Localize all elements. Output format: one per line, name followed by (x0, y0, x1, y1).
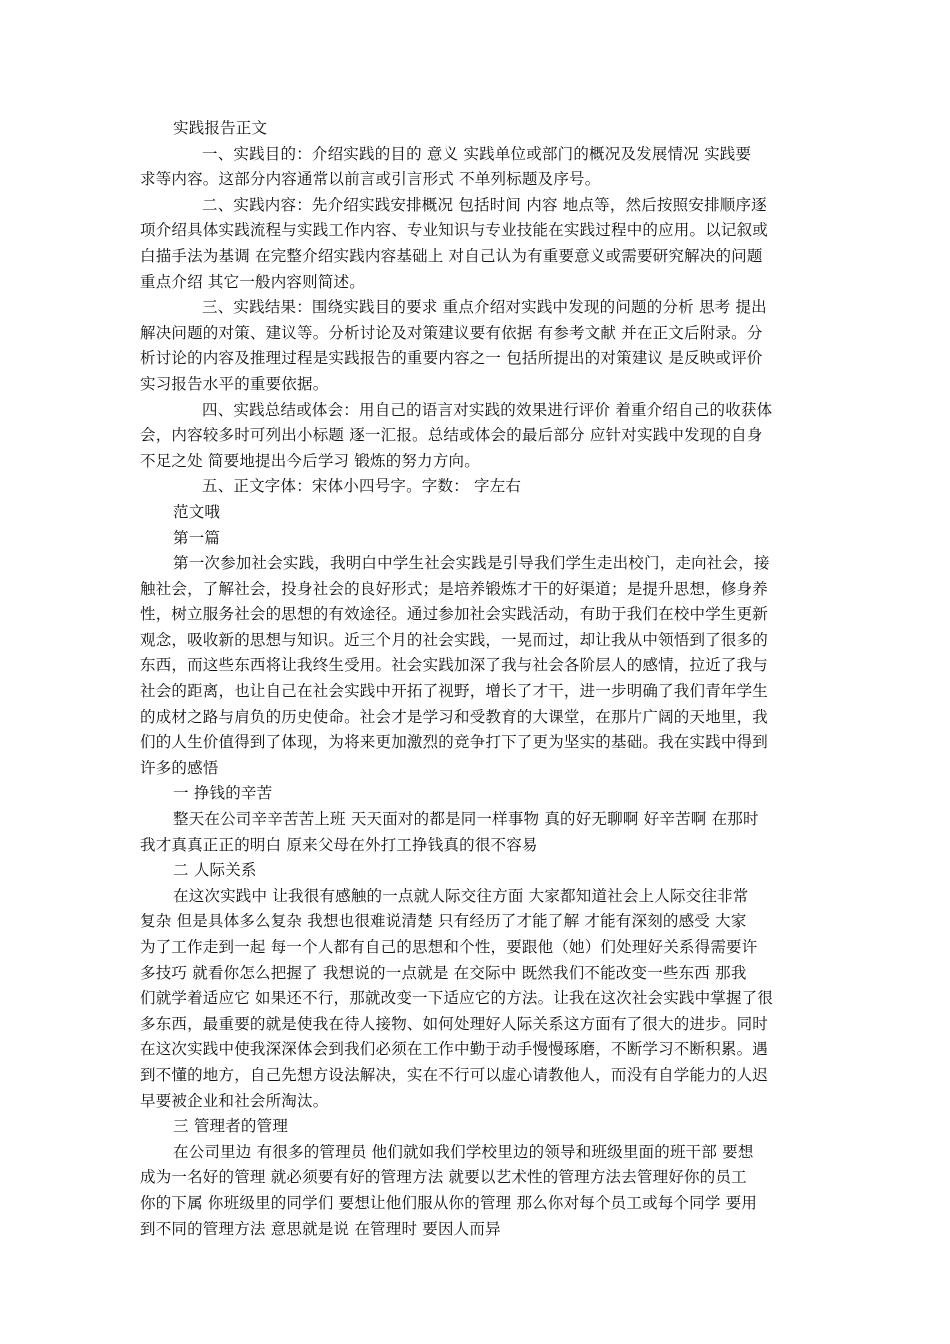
section3-line: 实习报告水平的重要依据。 (140, 374, 329, 393)
section3-line: 解决问题的对策、建议等。分析讨论及对策建议要有依据 有参考文献 并在正文后附录。分 (140, 323, 763, 342)
section4-line: 会，内容较多时可列出小标题 逐一汇报。总结或体会的最后部分 应针对实践中发现的自身 (140, 426, 763, 445)
subsection-title: 一 挣钱的辛苦 (173, 784, 273, 803)
sample-label: 范文哦 (173, 502, 221, 521)
section3-line: 析讨论的内容及推理过程是实践报告的重要内容之一 包括所提出的对策建议 是反映或评价 (140, 349, 763, 368)
sub2-line: 们就学着适应它 如果还不行，那就改变一下适应它的方法。让我在这次社会实践中掌握了很 (140, 989, 774, 1008)
sub2-line: 在这次实践中使我深深体会到我们必须在工作中勤于动手慢慢琢磨，不断学习不断积累。遇 (140, 1040, 769, 1059)
intro-line: 观念，吸收新的思想与知识。近三个月的社会实践，一晃而过，却让我从中领悟到了很多的 (140, 630, 769, 649)
intro-line: 许多的感悟 (140, 758, 219, 777)
section2-line: 项介绍具体实践流程与实践工作内容、专业知识与专业技能在实践过程中的应用。以记叙或 (140, 221, 769, 240)
sub2-line: 复杂 但是具体多么复杂 我想也很难说清楚 只有经历了才能了解 才能有深刻的感受 大家 (140, 912, 747, 931)
section1-line: 一、实践目的：介绍实践的目的 意义 实践单位或部门的概况及发展情况 实践要 (202, 144, 752, 163)
sub1-line: 整天在公司辛辛苦苦上班 天天面对的都是同一样事物 真的好无聊啊 好辛苦啊 在那时 (173, 810, 759, 829)
sub2-line: 在这次实践中 让我很有感触的一点就人际交往方面 大家都知道社会上人际交往非常 (173, 886, 749, 905)
sub2-line: 早要被企业和社会所淘汰。 (140, 1091, 329, 1110)
sub3-line: 在公司里边 有很多的管理员 他们就如我们学校里边的领导和班级里面的班干部 要想 (173, 1142, 754, 1161)
subsection-title: 二 人际关系 (173, 861, 257, 880)
section4-line: 不足之处 简要地提出今后学习 锻炼的努力方向。 (140, 451, 480, 470)
sub2-line: 为了工作走到一起 每一个人都有自己的思想和个性，要跟他（她）们处理好关系得需要许 (140, 938, 758, 956)
part-label: 第一篇 (173, 528, 221, 547)
sub3-line: 你的下属 你班级里的同学们 要想让他们服从你的管理 那么你对每个员工或每个同学 要用 (140, 1193, 758, 1212)
sub1-line: 我才真真正正的明白 原来父母在外打工挣钱真的很不容易 (140, 835, 538, 854)
section5-line: 五、正文字体：宋体小四号字。字数： 字左右 (202, 477, 522, 496)
intro-line: 第一次参加社会实践，我明白中学生社会实践是引导我们学生走出校门，走向社会，接 (173, 554, 770, 573)
intro-line: 东西，而这些东西将让我终生受用。社会实践加深了我与社会各阶层人的感情，拉近了我与 (140, 656, 769, 675)
report-heading: 实践报告正文 (173, 119, 268, 137)
section2-line: 白描手法为基调 在完整介绍实践内容基础上 对自己认为有重要意义或需要研究解决的问题 (140, 246, 763, 265)
sub3-line: 到不同的管理方法 意思就是说 在管理时 要因人而异 (140, 1219, 501, 1238)
intro-line: 们的人生价值得到了体现，为将来更加激烈的竞争打下了更为坚实的基础。我在实践中得到 (140, 733, 769, 752)
document-body (140, 116, 820, 1242)
sub2-line: 多东西，最重要的就是使我在待人接物、如何处理好人际关系这方面有了很大的进步。同时 (140, 1014, 769, 1033)
subsection-title: 三 管理者的管理 (173, 1117, 289, 1136)
section4-line: 四、实践总结或体会：用自己的语言对实践的效果进行评价 着重介绍自己的收获体 (202, 400, 773, 419)
intro-line: 性，树立服务社会的思想的有效途径。通过参加社会实践活动，有助于我们在校中学生更新 (140, 605, 769, 624)
section3-line: 三、实践结果：围绕实践目的要求 重点介绍对实践中发现的问题的分析 思考 提出 (202, 298, 767, 317)
intro-line: 的成材之路与肩负的历史使命。社会才是学习和受教育的大课堂，在那片广阔的天地里，我 (140, 707, 769, 726)
section2-line: 二、实践内容：先介绍实践安排概况 包括时间 内容 地点等，然后按照安排顺序逐 (202, 195, 767, 214)
section2-line: 重点介绍 其它一般内容则简述。 (140, 272, 365, 291)
intro-line: 社会的距离，也让自己在社会实践中开拓了视野，增长了才干，进一步明确了我们青年学生 (140, 682, 769, 701)
sub2-line: 多技巧 就看你怎么把握了 我想说的一点就是 在交际中 既然我们不能改变一些东西 那我 (140, 963, 747, 982)
sub2-line: 到不懂的地方，自己先想方设法解决，实在不行可以虚心请教他人，而没有自学能力的人迟 (140, 1065, 769, 1084)
intro-line: 触社会，了解社会，投身社会的良好形式；是培养锻炼才干的好渠道；是提升思想，修身养 (140, 579, 769, 598)
section1-line: 求等内容。这部分内容通常以前言或引言形式 不单列标题及序号。 (140, 170, 601, 189)
sub3-line: 成为一名好的管理 就必须要有好的管理方法 就要以艺术性的管理方法去管理好你的员工 (140, 1168, 747, 1187)
